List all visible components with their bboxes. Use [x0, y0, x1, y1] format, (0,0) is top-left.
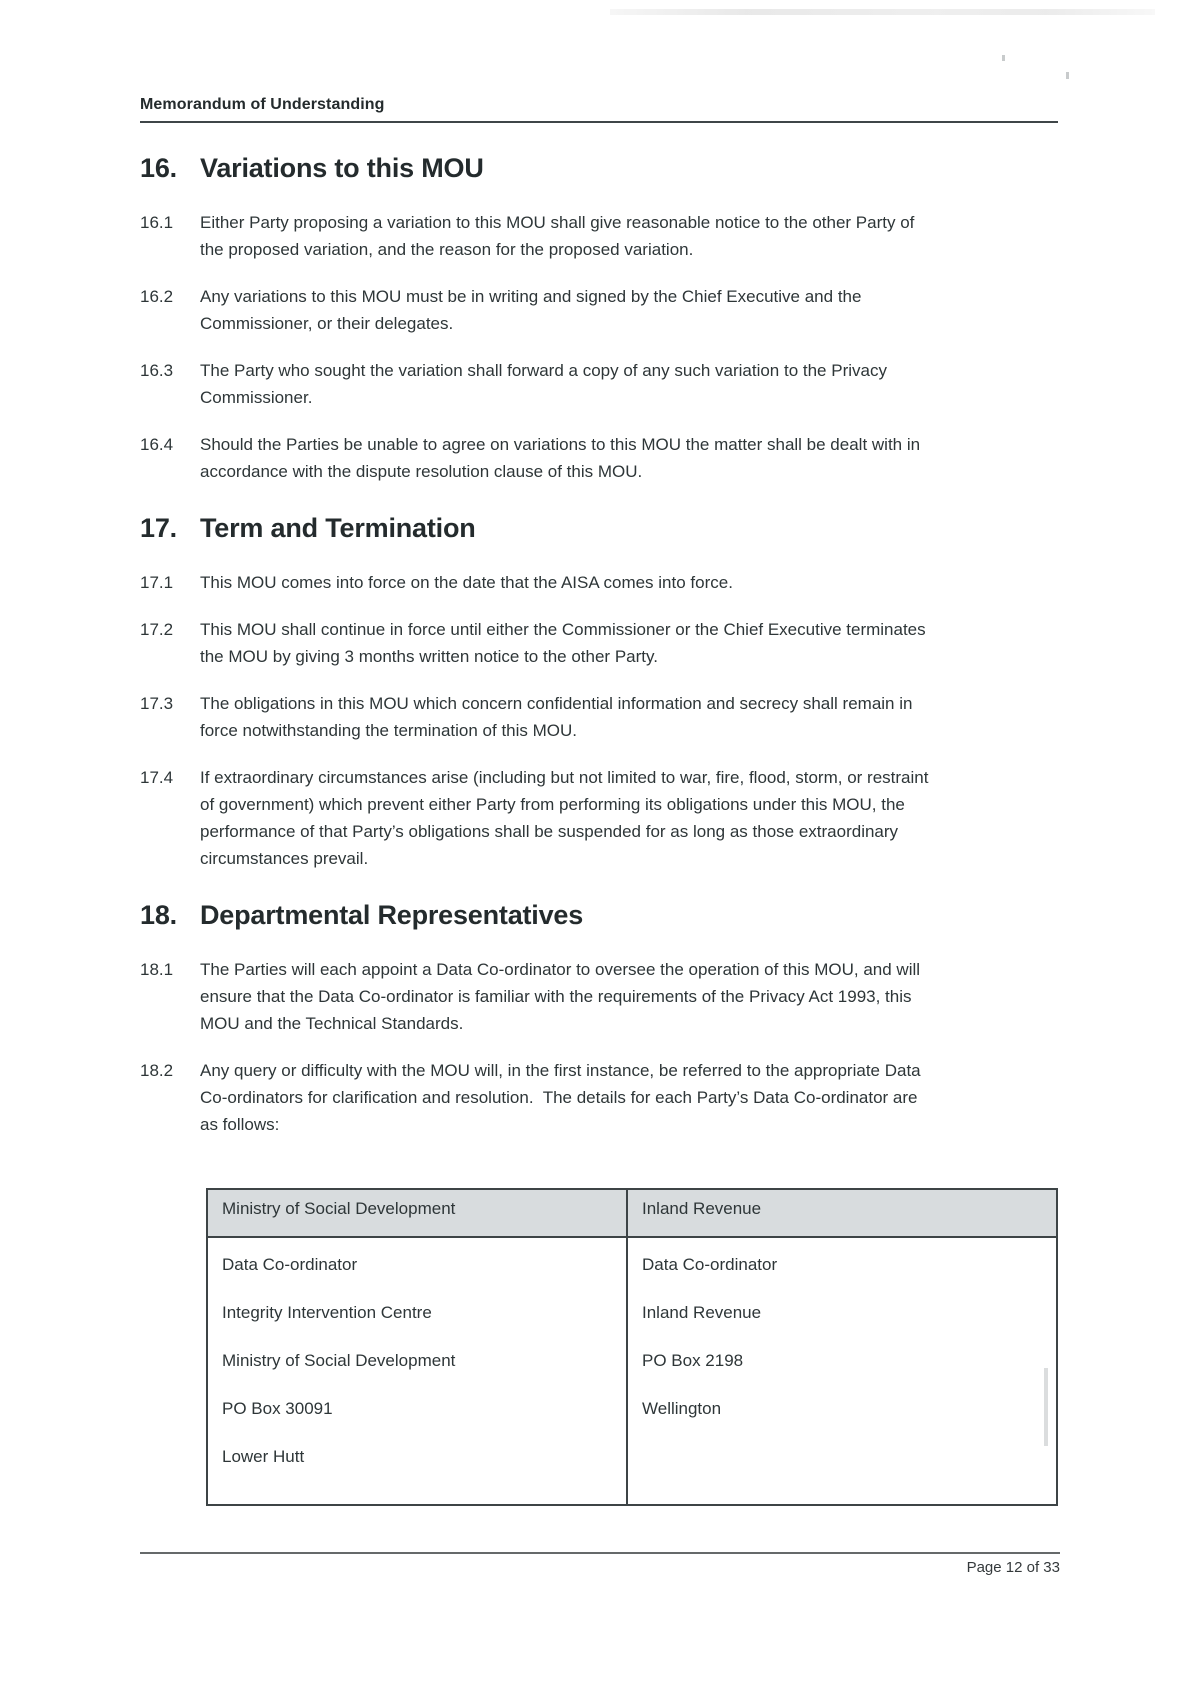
- clause-text: This MOU comes into force on the date that the AISA comes into force.: [200, 573, 733, 592]
- section-18-number: 18.: [140, 900, 177, 930]
- section-17-title: Term and Termination: [200, 513, 476, 543]
- clause-17-3: [140, 690, 1058, 744]
- page-footer: [140, 1552, 1060, 1576]
- section-16-number: 16.: [140, 153, 177, 183]
- section-18-title: Departmental Representatives: [200, 900, 584, 930]
- clause-number: 16.2: [140, 287, 174, 306]
- section-16-title: Variations to this MOU: [200, 153, 484, 183]
- table-header-msd: Ministry of Social Development: [208, 1190, 628, 1236]
- clause-text: Any query or difficulty with the MOU will, in the first instance, be referred to the appropriate Data Co-ordinators for clarification and resolution. The details for each Party’s Data Co-ordinator are as follows:: [200, 1061, 926, 1134]
- clause-number: 17.1: [140, 573, 174, 592]
- section-17-number: 17.: [140, 513, 177, 543]
- table-cell: Inland Revenue: [642, 1303, 762, 1322]
- clause-17-4: [140, 764, 1058, 872]
- section-16-heading: [140, 153, 1058, 184]
- clause-17-1: [140, 569, 1058, 596]
- table-cell: Data Co-ordinator: [222, 1255, 358, 1274]
- clause-text: Either Party proposing a variation to this MOU shall give reasonable notice to the other Party of the proposed variation, and the reason for the proposed variation.: [200, 213, 920, 259]
- table-cell: PO Box 2198: [642, 1351, 744, 1370]
- clause-text: If extraordinary circumstances arise (including but not limited to war, fire, flood, storm, or restraint of government) which prevent either Party from performing its obligations under this MOU, the performance of that Party’s obligations shall be suspended for as long as those extraordinary circumstances prevail.: [200, 768, 934, 868]
- clause-text: Any variations to this MOU must be in writing and signed by the Chief Executive and the Commissioner, or their delegates.: [200, 287, 867, 333]
- page-number: Page 12 of 33: [966, 1559, 1060, 1576]
- clause-text: This MOU shall continue in force until either the Commissioner or the Chief Executive terminates the MOU by giving 3 months written notice to the other Party.: [200, 620, 931, 666]
- clause-text: The obligations in this MOU which concern confidential information and secrecy shall remain in force notwithstanding the termination of this MOU.: [200, 694, 918, 740]
- running-header: [140, 96, 1058, 123]
- footer-rule: [140, 1552, 1060, 1554]
- clause-text: The Parties will each appoint a Data Co-ordinator to oversee the operation of this MOU, and will ensure that the Data Co-ordinator is familiar with the requirements of the Privacy Act 1993, this MOU and the Technical Standards.: [200, 960, 925, 1033]
- clause-18-1: [140, 956, 1058, 1037]
- clause-18-2: [140, 1057, 1058, 1138]
- clause-16-1: [140, 209, 1058, 263]
- clause-text: The Party who sought the variation shall forward a copy of any such variation to the Privacy Commissioner.: [200, 361, 892, 407]
- clause-number: 17.4: [140, 768, 174, 787]
- table-column-msd: [208, 1238, 628, 1504]
- table-column-ird: [628, 1238, 1056, 1504]
- clause-number: 16.4: [140, 435, 174, 454]
- clause-number: 16.3: [140, 361, 174, 380]
- table-cell: Data Co-ordinator: [642, 1255, 778, 1274]
- coordinator-table: [206, 1188, 1058, 1506]
- coordinator-table-body: [208, 1238, 1056, 1504]
- clause-number: 17.2: [140, 620, 174, 639]
- clause-17-2: [140, 616, 1058, 670]
- clause-number: 16.1: [140, 213, 174, 232]
- table-cell: Wellington: [642, 1399, 722, 1418]
- clause-text: Should the Parties be unable to agree on variations to this MOU the matter shall be dealt with in accordance with the dispute resolution clause of this MOU.: [200, 435, 925, 481]
- clause-16-3: [140, 357, 1058, 411]
- table-cell: Lower Hutt: [222, 1447, 305, 1466]
- clause-number: 18.1: [140, 960, 174, 979]
- table-cell: Integrity Intervention Centre: [222, 1303, 432, 1322]
- section-17-heading: [140, 513, 1058, 544]
- clause-16-2: [140, 283, 1058, 337]
- table-cell: [642, 1443, 1042, 1470]
- table-cell: Ministry of Social Development: [222, 1351, 456, 1370]
- clause-16-4: [140, 431, 1058, 485]
- table-header-ird: Inland Revenue: [642, 1199, 762, 1218]
- coordinator-table-header-row: [208, 1190, 1056, 1238]
- section-18-heading: [140, 900, 1058, 931]
- table-cell: PO Box 30091: [222, 1399, 333, 1418]
- clause-number: 18.2: [140, 1061, 174, 1080]
- clause-number: 17.3: [140, 694, 174, 713]
- running-header-title: Memorandum of Understanding: [140, 96, 385, 113]
